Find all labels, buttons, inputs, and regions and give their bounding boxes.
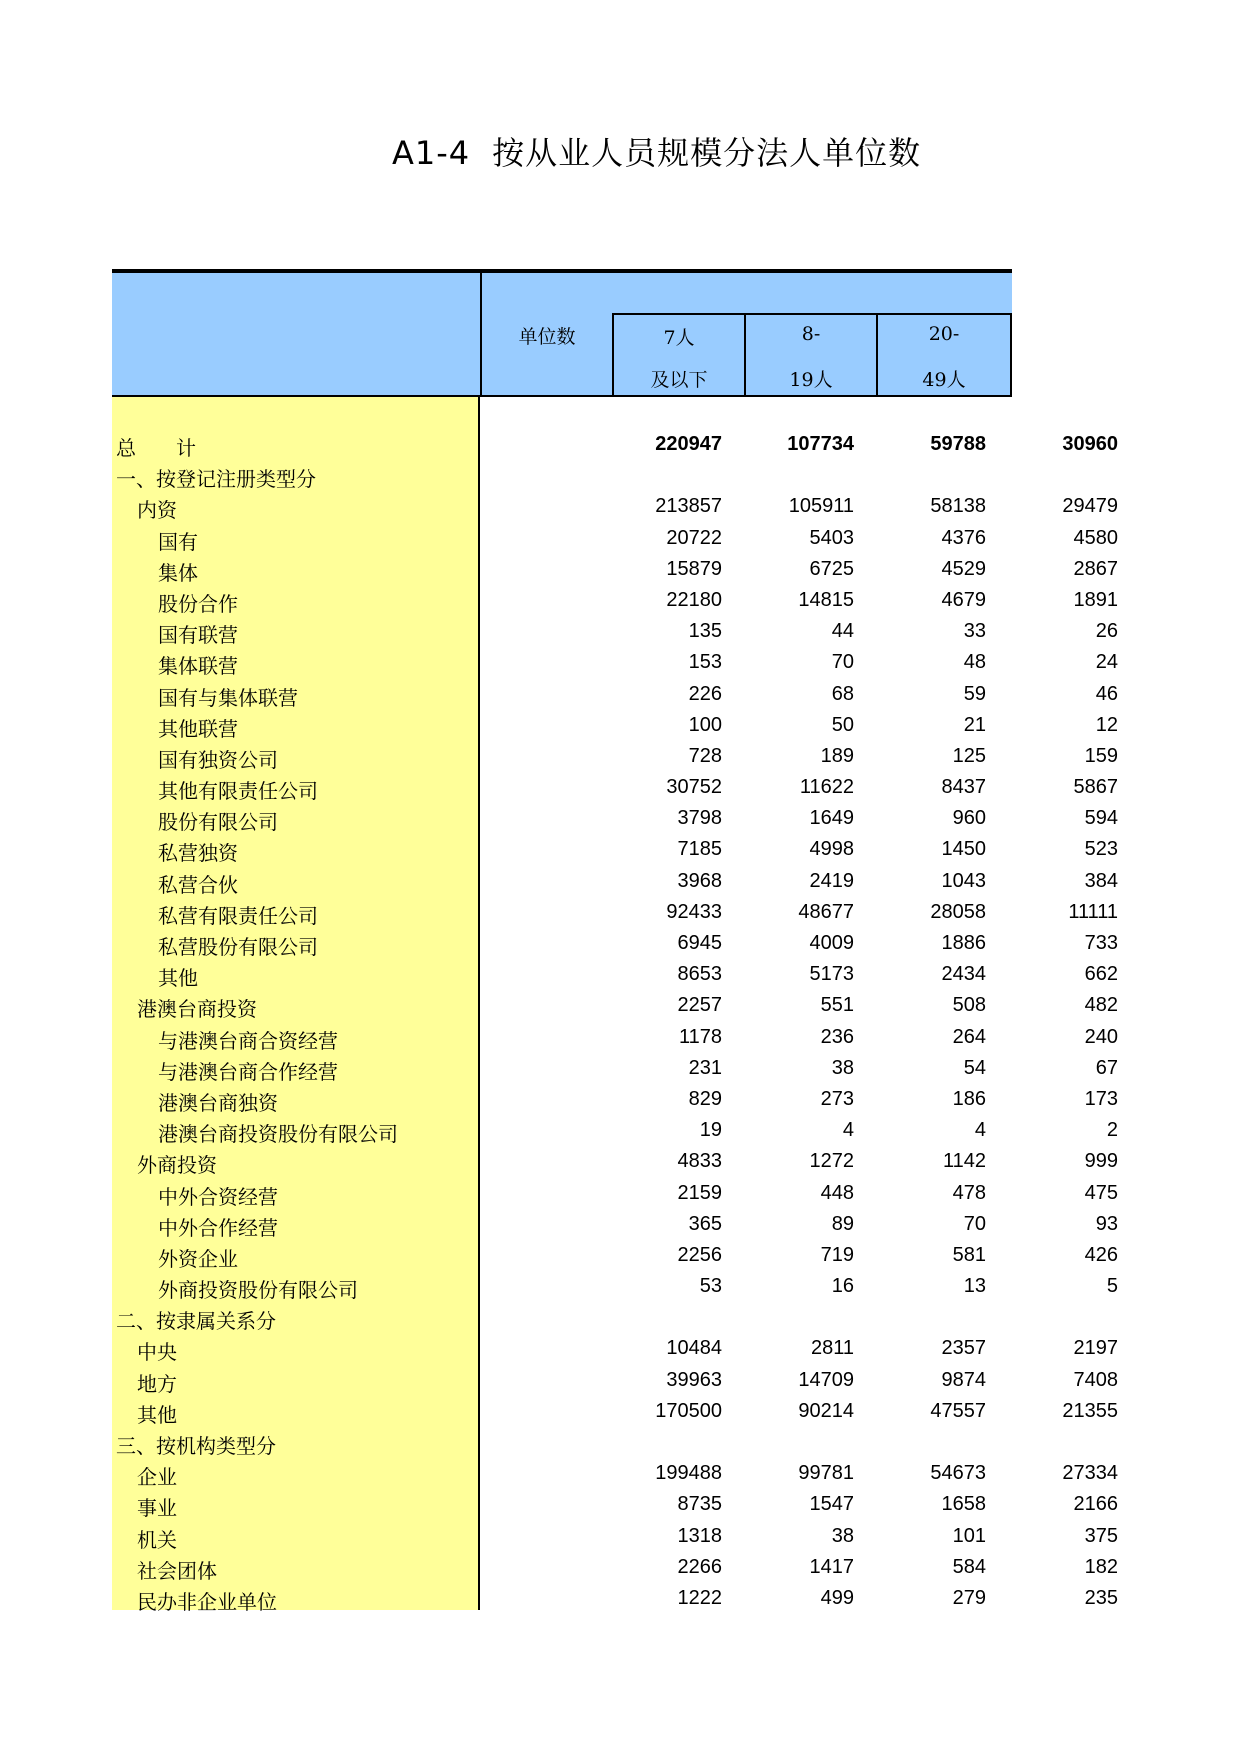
cell-value: 19 (699, 1119, 722, 1142)
cell-value: 273 (820, 1087, 854, 1110)
cell-value: 523 (1084, 838, 1118, 861)
cell-value: 199488 (655, 1462, 722, 1485)
table-row (112, 710, 1118, 741)
row-label: 其他 (137, 1402, 177, 1427)
cell-value: 2197 (1073, 1337, 1118, 1360)
cell-value: 24 (1095, 651, 1118, 674)
cell-value: 59 (963, 682, 986, 705)
cell-value: 39963 (666, 1368, 722, 1391)
row-label: 与港澳台商合作经营 (158, 1059, 338, 1084)
cell-value: 15879 (666, 557, 722, 580)
cell-value: 54673 (930, 1462, 986, 1485)
cell-value: 5403 (809, 526, 854, 549)
cell-value: 93 (1095, 1212, 1118, 1235)
cell-value: 240 (1084, 1025, 1118, 1048)
cell-value: 2266 (677, 1555, 722, 1578)
cell-value: 48677 (798, 900, 854, 923)
cell-value: 99781 (798, 1462, 854, 1485)
row-label: 国有独资公司 (158, 747, 278, 772)
cell-value: 2419 (809, 869, 854, 892)
cell-value: 1886 (941, 932, 986, 954)
cell-value: 220947 (655, 433, 722, 455)
table-row (112, 1302, 1012, 1333)
table-row (112, 585, 1118, 616)
header-unit-count: 单位数 (518, 326, 576, 348)
cell-value: 279 (952, 1586, 986, 1609)
table-row (112, 1396, 1118, 1427)
cell-value: 33 (963, 620, 986, 643)
row-label: 港澳台商投资股份有限公司 (158, 1122, 398, 1147)
cell-value: 186 (952, 1087, 986, 1110)
cell-value: 22180 (666, 588, 722, 611)
table-row (112, 1552, 1118, 1583)
cell-value: 2434 (941, 963, 986, 986)
cell-value: 9874 (941, 1368, 986, 1391)
cell-value: 135 (688, 620, 722, 643)
cell-value: 67 (1095, 1056, 1118, 1079)
cell-value: 235 (1084, 1586, 1118, 1609)
cell-value: 3968 (677, 869, 722, 892)
table-row (112, 772, 1118, 804)
cell-value: 478 (952, 1181, 986, 1204)
table-row (112, 1583, 1118, 1614)
cell-value: 11622 (799, 776, 854, 799)
cell-value: 7408 (1073, 1368, 1118, 1391)
cell-value: 384 (1084, 869, 1118, 892)
row-label: 与港澳台商合资经营 (158, 1028, 338, 1053)
table-row (112, 554, 1118, 585)
cell-value: 1547 (809, 1493, 854, 1516)
cell-value: 189 (820, 744, 854, 767)
row-label: 私营独资 (158, 841, 238, 866)
row-label: 总 计 (116, 436, 196, 460)
table-row (112, 897, 1118, 928)
row-label: 其他有限责任公司 (158, 779, 318, 804)
cell-value: 4 (842, 1119, 854, 1142)
cell-value: 4529 (941, 557, 986, 580)
cell-value: 38 (831, 1524, 854, 1547)
cell-value: 89 (831, 1212, 854, 1235)
cell-value: 2 (1106, 1119, 1118, 1142)
row-label: 私营合伙 (158, 872, 238, 897)
cell-value: 27334 (1062, 1462, 1118, 1485)
cell-value: 70 (831, 651, 854, 674)
cell-value: 125 (952, 744, 986, 767)
cell-value: 153 (688, 651, 722, 674)
cell-value: 728 (688, 744, 722, 767)
cell-value: 999 (1084, 1150, 1118, 1173)
cell-value: 5867 (1073, 776, 1118, 799)
cell-value: 105911 (788, 495, 854, 518)
cell-value: 662 (1084, 963, 1118, 986)
row-label: 二、按隶属关系分 (116, 1309, 276, 1334)
cell-value: 7185 (677, 838, 722, 861)
cell-value: 3798 (677, 807, 722, 830)
header-col-7-and-below: 7人 及以下 (612, 313, 746, 397)
cell-value: 58138 (930, 495, 986, 518)
row-label: 企业 (137, 1465, 177, 1490)
cell-value: 1417 (809, 1555, 854, 1578)
cell-value: 4376 (941, 526, 986, 549)
cell-value: 2357 (941, 1337, 986, 1360)
cell-value: 2811 (810, 1337, 854, 1360)
row-label: 外商投资股份有限公司 (158, 1278, 358, 1303)
cell-value: 2257 (677, 994, 722, 1017)
table-row (112, 1178, 1118, 1209)
table-row (112, 1333, 1118, 1365)
cell-value: 11111 (1068, 900, 1118, 923)
row-label: 中外合资经营 (158, 1184, 278, 1209)
cell-value: 28058 (930, 900, 986, 923)
table-row (112, 1521, 1118, 1552)
header-stub-cell (112, 273, 480, 397)
cell-value: 4580 (1073, 526, 1118, 549)
table-row (112, 1115, 1118, 1147)
table-row (112, 959, 1118, 991)
cell-value: 47557 (930, 1399, 986, 1422)
table-row (112, 1053, 1118, 1084)
cell-value: 5 (1106, 1275, 1118, 1298)
cell-value: 2867 (1073, 557, 1118, 580)
cell-value: 264 (952, 1025, 986, 1048)
cell-value: 38 (831, 1056, 854, 1079)
table-row (112, 1427, 1012, 1458)
table-row (112, 616, 1118, 648)
cell-value: 173 (1084, 1087, 1118, 1110)
table-row (112, 460, 1012, 491)
table-row (112, 523, 1118, 554)
row-label: 集体联营 (158, 654, 238, 679)
cell-value: 594 (1084, 807, 1118, 830)
cell-value: 236 (820, 1025, 854, 1048)
cell-value: 5173 (809, 963, 854, 986)
cell-value: 733 (1084, 932, 1118, 954)
table-row (112, 866, 1118, 897)
cell-value: 1649 (809, 807, 854, 830)
header-col-8-19: 8- 19人 (744, 313, 878, 397)
cell-value: 4833 (677, 1150, 722, 1173)
cell-value: 44 (831, 620, 854, 643)
table-row (112, 1022, 1118, 1053)
cell-value: 1891 (1073, 588, 1118, 611)
cell-value: 2166 (1073, 1493, 1118, 1516)
row-label: 三、按机构类型分 (116, 1434, 276, 1458)
row-label: 中外合作经营 (158, 1215, 278, 1240)
cell-value: 2159 (677, 1181, 722, 1204)
cell-value: 375 (1084, 1524, 1118, 1547)
cell-value: 6945 (677, 932, 722, 954)
cell-value: 213857 (655, 495, 722, 518)
cell-value: 48 (963, 651, 986, 674)
row-label: 集体 (158, 560, 198, 585)
table-code: A1-4 (392, 134, 471, 172)
cell-value: 10484 (666, 1337, 722, 1360)
cell-value: 182 (1084, 1555, 1118, 1578)
cell-value: 159 (1084, 744, 1118, 767)
table-row (112, 1365, 1118, 1396)
cell-value: 499 (820, 1586, 854, 1609)
table-row (112, 679, 1118, 710)
cell-value: 2256 (677, 1243, 722, 1266)
cell-value: 30960 (1062, 433, 1118, 455)
table-row (112, 1084, 1118, 1115)
cell-value: 6725 (809, 557, 854, 580)
cell-value: 8437 (941, 776, 986, 799)
cell-value: 365 (688, 1212, 722, 1235)
cell-value: 4 (974, 1119, 986, 1142)
row-label: 国有 (158, 529, 198, 554)
cell-value: 90214 (798, 1399, 854, 1422)
table-row (112, 990, 1118, 1022)
table-row (112, 834, 1118, 866)
row-label: 股份合作 (158, 591, 238, 616)
cell-value: 107734 (787, 433, 854, 455)
table-row (112, 803, 1118, 835)
row-label: 港澳台商独资 (158, 1090, 278, 1115)
cell-value: 719 (820, 1243, 854, 1266)
cell-value: 1178 (678, 1025, 722, 1048)
table-row (112, 429, 1118, 460)
header-col-20-49: 20- 49人 (876, 313, 1012, 397)
cell-value: 14709 (798, 1368, 854, 1391)
table-row (112, 1146, 1118, 1178)
cell-value: 14815 (798, 588, 854, 611)
row-label: 私营有限责任公司 (158, 903, 318, 928)
cell-value: 12 (1095, 713, 1118, 736)
cell-value: 100 (688, 713, 722, 736)
row-label: 机关 (137, 1527, 177, 1552)
cell-value: 1142 (942, 1150, 986, 1173)
row-label: 内资 (137, 498, 177, 523)
cell-value: 26 (1095, 620, 1118, 643)
row-label: 事业 (137, 1496, 177, 1521)
cell-value: 1043 (941, 869, 986, 892)
row-label: 其他 (158, 966, 198, 991)
row-label: 其他联营 (158, 716, 238, 741)
cell-value: 59788 (930, 433, 986, 455)
cell-value: 4009 (809, 932, 854, 954)
row-label: 地方 (137, 1371, 177, 1396)
cell-value: 21355 (1062, 1399, 1118, 1422)
cell-value: 68 (831, 682, 854, 705)
table-row (112, 1458, 1118, 1490)
cell-value: 8735 (677, 1493, 722, 1516)
cell-value: 101 (952, 1524, 986, 1547)
table-row (112, 1209, 1118, 1240)
table-body (112, 429, 1118, 1614)
row-label: 私营股份有限公司 (158, 935, 318, 959)
cell-value: 4679 (941, 588, 986, 611)
cell-value: 1450 (941, 838, 986, 861)
cell-value: 8653 (677, 963, 722, 986)
table-row (112, 1271, 1118, 1303)
row-label: 一、按登记注册类型分 (116, 467, 316, 492)
row-label: 股份有限公司 (158, 810, 278, 835)
cell-value: 29479 (1062, 495, 1118, 518)
table-title: 按从业人员规模分法人单位数 (492, 134, 922, 172)
cell-value: 16 (831, 1275, 854, 1298)
cell-value: 960 (952, 807, 986, 830)
cell-value: 1222 (677, 1586, 722, 1609)
cell-value: 54 (963, 1056, 986, 1079)
table-row (112, 491, 1118, 523)
cell-value: 1318 (677, 1524, 722, 1547)
cell-value: 448 (820, 1181, 854, 1204)
cell-value: 50 (831, 713, 854, 736)
row-label: 民办非企业单位 (137, 1589, 277, 1614)
cell-value: 829 (688, 1087, 722, 1110)
cell-value: 231 (688, 1056, 722, 1079)
cell-value: 70 (963, 1212, 986, 1235)
cell-value: 482 (1084, 994, 1118, 1017)
cell-value: 226 (688, 682, 722, 705)
row-label: 中央 (137, 1340, 177, 1365)
cell-value: 4998 (809, 838, 854, 861)
row-label: 港澳台商投资 (137, 997, 257, 1022)
table-row (112, 741, 1118, 772)
cell-value: 581 (952, 1243, 986, 1266)
cell-value: 170500 (655, 1399, 722, 1422)
row-label: 国有与集体联营 (158, 685, 298, 710)
cell-value: 584 (952, 1555, 986, 1578)
cell-value: 21 (963, 713, 986, 736)
cell-value: 46 (1095, 682, 1118, 705)
cell-value: 1272 (809, 1150, 854, 1173)
cell-value: 1658 (941, 1493, 986, 1516)
cell-value: 20722 (666, 526, 722, 549)
cell-value: 92433 (666, 900, 722, 923)
table-row (112, 647, 1118, 679)
table-row (112, 928, 1118, 959)
table-row (112, 1240, 1118, 1271)
cell-value: 53 (699, 1275, 722, 1298)
row-label: 国有联营 (158, 623, 238, 648)
row-label: 外资企业 (158, 1246, 238, 1271)
cell-value: 508 (952, 994, 986, 1017)
row-label: 外商投资 (137, 1153, 217, 1178)
row-label: 社会团体 (137, 1558, 217, 1583)
cell-value: 30752 (666, 776, 722, 799)
cell-value: 13 (963, 1275, 986, 1298)
cell-value: 475 (1084, 1181, 1118, 1204)
cell-value: 551 (820, 994, 854, 1017)
table-row (112, 1489, 1118, 1521)
cell-value: 426 (1084, 1243, 1118, 1266)
